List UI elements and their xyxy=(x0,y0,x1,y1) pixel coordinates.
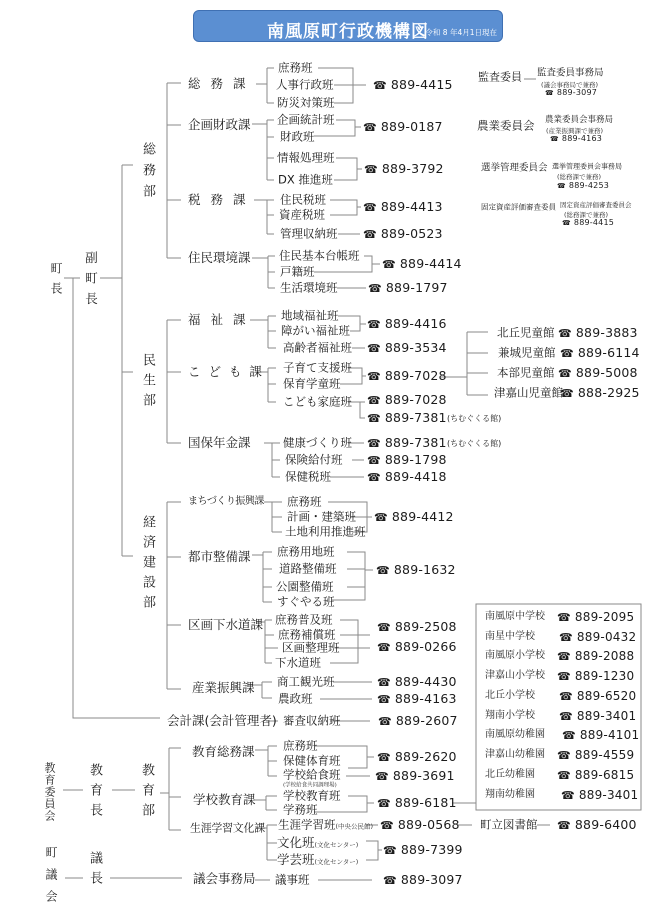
team-name: 人事行政班 xyxy=(276,77,334,92)
phone xyxy=(560,384,640,400)
phone-number: 889-4418 xyxy=(384,468,447,484)
team-name: 保健体育班 xyxy=(283,753,341,768)
team-name: 庶務補償班 xyxy=(278,627,336,642)
phone xyxy=(377,618,457,634)
phone-icon: ☎ xyxy=(550,135,559,143)
team-note: (文化センター) xyxy=(314,857,359,866)
committee-name: 固定資産評価審査委員 xyxy=(481,202,556,212)
phone-number: 889-6181 xyxy=(394,794,457,810)
team-name: 保険給付班 xyxy=(285,452,343,467)
phone-number: 889-6815 xyxy=(574,768,635,782)
division-name: 総 務 課 xyxy=(188,75,249,91)
team-name: 学校給食班 xyxy=(283,767,341,782)
team-name: 資産税班 xyxy=(279,207,325,222)
phone-icon: ☎ xyxy=(557,611,571,624)
phone-icon: ☎ xyxy=(558,366,572,380)
team-name: 庶務班 xyxy=(283,738,318,753)
phone-icon: ☎ xyxy=(559,710,573,723)
phone xyxy=(367,451,447,467)
committee-office: 農業委員会事務局 xyxy=(545,114,614,125)
phone xyxy=(557,670,634,682)
division-name: 教育総務課 xyxy=(192,743,255,759)
team-name: 地域福祉班 xyxy=(281,308,339,323)
phone xyxy=(367,339,447,355)
team-name: 健康づくり班 xyxy=(283,435,352,450)
team-name xyxy=(278,819,373,831)
phone-icon: ☎ xyxy=(559,690,573,703)
team-name: 商工観光班 xyxy=(277,674,335,689)
phone-icon: ☎ xyxy=(363,120,377,134)
phone-icon: ☎ xyxy=(367,341,381,355)
phone-number: 889-7028 xyxy=(384,367,447,383)
council-office: 議会事務局 xyxy=(193,870,256,886)
division-name: こ ど も 課 xyxy=(188,363,264,379)
town-council: 町議会 xyxy=(44,846,58,912)
team-name: 区画整理班 xyxy=(282,640,340,655)
division-name: 税 務 課 xyxy=(188,191,249,207)
phone xyxy=(364,160,444,176)
library-name: 町立図書館 xyxy=(480,817,538,832)
school-name: 南星中学校 xyxy=(485,631,535,642)
school-name: 北丘小学校 xyxy=(485,690,535,701)
team-name: こども家庭班 xyxy=(283,394,352,409)
committee-name: 農業委員会 xyxy=(477,118,535,133)
phone-number: 889-5008 xyxy=(575,364,638,380)
superintendent: 教育長 xyxy=(87,763,102,823)
phone-number: 889-4413 xyxy=(380,198,443,214)
phone xyxy=(558,324,638,340)
committee-office: 監査委員事務局 xyxy=(537,67,604,79)
committee-note: (総務課で兼務) xyxy=(557,172,602,181)
team-name: 保育学童班 xyxy=(283,376,341,391)
phone-number: 889-3401 xyxy=(576,709,637,723)
phone-number: 889-2607 xyxy=(395,712,458,728)
division-name: 国保年金課 xyxy=(188,434,251,450)
phone xyxy=(367,434,447,450)
dept-economic-construction: 経済建設部 xyxy=(140,515,155,615)
phone-icon: ☎ xyxy=(382,257,396,271)
phone xyxy=(557,611,634,623)
phone-icon: ☎ xyxy=(559,631,573,644)
phone-icon: ☎ xyxy=(363,200,377,214)
phone-number: 889-7381 xyxy=(384,409,447,425)
phone-number: 889-4416 xyxy=(384,315,447,331)
committee-note: (議会事務局で兼務) xyxy=(541,80,599,89)
team-name: 防災対策班 xyxy=(277,95,335,110)
phone-icon: ☎ xyxy=(367,393,381,407)
phone-number: 889-4412 xyxy=(391,508,454,524)
team-label: 文化班 xyxy=(277,834,315,850)
phone-number: 889-4253 xyxy=(568,181,610,190)
committee-phone xyxy=(557,182,609,190)
phone-number: 889-0266 xyxy=(394,638,457,654)
phone-number: 889-2095 xyxy=(574,610,635,624)
team-name: 住民税班 xyxy=(280,192,326,207)
team-name: 農政班 xyxy=(278,691,313,706)
phone xyxy=(368,279,448,295)
phone xyxy=(367,315,447,331)
phone xyxy=(367,468,447,484)
team-name: 庶務班 xyxy=(278,60,313,75)
phone-number: 889-1798 xyxy=(384,451,447,467)
phone-number: 889-3691 xyxy=(392,767,455,783)
team-name: 学校教育班 xyxy=(283,788,341,803)
committee-note: (総務課で兼務) xyxy=(564,210,609,219)
phone xyxy=(373,76,453,92)
phone-number: 889-3401 xyxy=(578,788,639,802)
phone-number: 889-3792 xyxy=(381,160,444,176)
phone-icon: ☎ xyxy=(367,317,381,331)
committee-office: 固定資産評価審査委員会 xyxy=(560,200,632,209)
team-name: 障がい福祉班 xyxy=(281,323,350,338)
phone xyxy=(557,769,634,781)
children-hall-name: 津嘉山児童館 xyxy=(494,385,563,400)
dept-education: 教育部 xyxy=(139,763,154,823)
phone-number: 889-4163 xyxy=(561,134,603,143)
phone-number: 889-3097 xyxy=(400,871,463,887)
phone-icon: ☎ xyxy=(557,650,571,663)
phone xyxy=(383,841,463,857)
phone xyxy=(363,225,443,241)
phone-number: 889-7028 xyxy=(384,391,447,407)
phone-number: 889-3534 xyxy=(384,339,447,355)
phone xyxy=(367,391,447,407)
team-note: (中央公民館) xyxy=(335,822,374,831)
phone-icon: ☎ xyxy=(561,789,575,802)
team-name: 戸籍班 xyxy=(280,264,315,279)
committee-phone xyxy=(550,135,602,143)
phone-number: 889-4163 xyxy=(394,690,457,706)
phone-number: 889-1797 xyxy=(385,279,448,295)
division-name: まちづくり振興課 xyxy=(188,496,264,507)
phone-icon: ☎ xyxy=(377,640,391,654)
phone xyxy=(377,673,457,689)
phone xyxy=(383,871,463,887)
school-name: 南風原中学校 xyxy=(485,611,545,622)
team-name: 土地利用推進班 xyxy=(285,524,366,539)
phone-number: 889-4415 xyxy=(573,218,615,227)
phone-number: 889-2508 xyxy=(394,618,457,634)
phone-icon: ☎ xyxy=(377,620,391,634)
phone-icon: ☎ xyxy=(560,346,574,360)
phone-icon: ☎ xyxy=(376,563,390,577)
phone-icon: ☎ xyxy=(374,510,388,524)
phone-icon: ☎ xyxy=(558,326,572,340)
team-name: 情報処理班 xyxy=(277,150,335,165)
accounting-division: 会計課(会計管理者) xyxy=(167,712,277,728)
phone-icon: ☎ xyxy=(557,670,571,683)
phone xyxy=(378,712,458,728)
phone xyxy=(363,198,443,214)
phone-icon: ☎ xyxy=(557,769,571,782)
phone-icon: ☎ xyxy=(562,219,571,227)
team-name: 子育て支援班 xyxy=(283,360,352,375)
phone-icon: ☎ xyxy=(377,675,391,689)
phone-icon: ☎ xyxy=(367,436,381,450)
team-name: 議事班 xyxy=(275,872,310,887)
team-name: 高齢者福祉班 xyxy=(283,340,352,355)
phone-number: 889-6520 xyxy=(576,689,637,703)
phone xyxy=(367,409,447,425)
phone-number: 889-4414 xyxy=(399,255,462,271)
phone-icon: ☎ xyxy=(560,386,574,400)
team-name: 道路整備班 xyxy=(279,561,337,576)
school-name: 南風原小学校 xyxy=(485,650,545,661)
as-of-date: 令和 8 年4月1日現在 xyxy=(425,28,497,37)
phone xyxy=(561,789,638,801)
team-name: 計画・建築班 xyxy=(287,509,356,524)
phone-icon: ☎ xyxy=(364,162,378,176)
phone-icon: ☎ xyxy=(367,411,381,425)
phone xyxy=(560,344,640,360)
phone xyxy=(559,710,636,722)
phone xyxy=(557,749,634,761)
school-name: 翔南幼稚園 xyxy=(485,789,535,800)
phone xyxy=(367,367,447,383)
phone-icon: ☎ xyxy=(378,714,392,728)
phone-icon: ☎ xyxy=(373,78,387,92)
team-name: 庶務班 xyxy=(287,494,322,509)
team-name: 審査収納班 xyxy=(283,713,341,728)
committee-office: 選挙管理委員会事務局 xyxy=(552,162,622,171)
phone xyxy=(376,561,456,577)
team-name xyxy=(277,851,359,867)
phone-icon: ☎ xyxy=(383,873,397,887)
dept-welfare: 民生部 xyxy=(140,353,155,413)
facility-note: (ちむぐくる館) xyxy=(447,439,502,448)
phone-number: 888-2925 xyxy=(577,384,640,400)
phone xyxy=(377,638,457,654)
team-label: 学芸班 xyxy=(277,851,315,867)
phone xyxy=(562,729,639,741)
committee-name: 選挙管理委員会 xyxy=(481,162,548,174)
committee-note: (産業振興課で兼務) xyxy=(546,126,604,135)
division-name: 生涯学習文化課 xyxy=(190,821,265,835)
team-name: 公園整備班 xyxy=(276,579,334,594)
phone-icon: ☎ xyxy=(367,470,381,484)
phone-icon: ☎ xyxy=(363,227,377,241)
phone xyxy=(558,364,638,380)
phone-number: 889-3883 xyxy=(575,324,638,340)
team-name: 管理収納班 xyxy=(280,226,338,241)
phone xyxy=(557,650,634,662)
council-chair: 議長 xyxy=(87,851,102,891)
committee-phone xyxy=(545,89,597,97)
phone-icon: ☎ xyxy=(367,369,381,383)
phone-icon: ☎ xyxy=(557,749,571,762)
phone-icon: ☎ xyxy=(377,750,391,764)
phone-icon: ☎ xyxy=(375,769,389,783)
team-name: 保健税班 xyxy=(285,469,331,484)
phone xyxy=(380,816,460,832)
school-name: 翔南小学校 xyxy=(485,710,535,721)
team-name: 庶務普及班 xyxy=(275,612,333,627)
phone xyxy=(363,118,443,134)
division-name: 住民環境課 xyxy=(188,249,251,265)
title-banner xyxy=(193,10,503,42)
dept-general-affairs: 総務部 xyxy=(140,142,155,205)
deputy-mayor: 副町長 xyxy=(83,251,99,313)
phone-icon: ☎ xyxy=(557,182,566,190)
phone-number: 889-4430 xyxy=(394,673,457,689)
phone xyxy=(382,255,462,271)
division-name: 学校教育課 xyxy=(193,791,256,807)
phone-number: 889-4415 xyxy=(390,76,453,92)
team-label: 生涯学習班 xyxy=(278,817,336,832)
phone-number: 889-7399 xyxy=(400,841,463,857)
children-hall-name: 兼城児童館 xyxy=(498,345,556,360)
phone-number: 889-4101 xyxy=(579,728,640,742)
phone-icon: ☎ xyxy=(377,796,391,810)
phone-number: 889-1632 xyxy=(393,561,456,577)
children-hall-name: 本部児童館 xyxy=(497,365,555,380)
team-name: 学務班 xyxy=(283,802,318,817)
team-name xyxy=(277,834,359,850)
phone xyxy=(377,690,457,706)
phone xyxy=(375,767,455,783)
phone xyxy=(377,794,457,810)
board-of-education: 教育委員会 xyxy=(43,762,56,822)
phone-icon: ☎ xyxy=(377,692,391,706)
school-name: 津嘉山幼稚園 xyxy=(485,749,545,760)
phone-number: 889-6400 xyxy=(574,816,637,832)
division-name: 企画財政課 xyxy=(188,116,251,132)
phone-number: 889-6114 xyxy=(577,344,640,360)
phone xyxy=(559,631,636,643)
division-name: 福 祉 課 xyxy=(188,311,249,327)
phone-number: 889-0568 xyxy=(397,816,460,832)
team-note: (学校給食共同調理場) xyxy=(283,782,337,789)
phone-icon: ☎ xyxy=(367,453,381,467)
committee-name: 監査委員 xyxy=(478,70,522,84)
division-name: 産業振興課 xyxy=(192,679,255,695)
phone-number: 889-0432 xyxy=(576,630,637,644)
team-name: 下水道班 xyxy=(275,655,321,670)
children-hall-name: 北丘児童館 xyxy=(497,325,555,340)
team-note: (文化センター) xyxy=(314,840,359,849)
phone-number: 889-3097 xyxy=(556,88,598,97)
phone xyxy=(559,690,636,702)
phone-number: 889-1230 xyxy=(574,669,635,683)
facility-note: (ちむぐくる館) xyxy=(447,414,502,423)
team-name: すぐやる班 xyxy=(277,594,335,609)
school-name: 北丘幼稚園 xyxy=(485,769,535,780)
phone-number: 889-0523 xyxy=(380,225,443,241)
team-name: 住民基本台帳班 xyxy=(279,248,360,263)
mayor: 町長 xyxy=(49,262,63,302)
phone-icon: ☎ xyxy=(562,729,576,742)
phone-number: 889-7381 xyxy=(384,434,447,450)
page-title: 南風原町行政機構図 xyxy=(267,22,429,42)
phone-icon: ☎ xyxy=(368,281,382,295)
phone-number: 889-4559 xyxy=(574,748,635,762)
team-name: 生活環境班 xyxy=(280,280,338,295)
team-name: 財政班 xyxy=(280,129,315,144)
division-name: 区画下水道課 xyxy=(188,616,264,632)
phone-number: 889-2088 xyxy=(574,649,635,663)
phone-icon: ☎ xyxy=(383,843,397,857)
phone xyxy=(374,508,454,524)
phone xyxy=(377,748,457,764)
team-name: 庶務用地班 xyxy=(277,544,335,559)
committee-phone xyxy=(562,219,614,227)
division-name: 都市整備課 xyxy=(188,548,251,564)
phone-icon: ☎ xyxy=(557,818,571,832)
school-name: 津嘉山小学校 xyxy=(485,670,545,681)
phone-number: 889-0187 xyxy=(380,118,443,134)
team-name: 企画統計班 xyxy=(277,112,335,127)
school-name: 南風原幼稚園 xyxy=(485,729,545,740)
phone xyxy=(557,816,637,832)
phone-number: 889-2620 xyxy=(394,748,457,764)
team-name: DX 推進班 xyxy=(278,172,333,187)
phone-icon: ☎ xyxy=(545,89,554,97)
phone-icon: ☎ xyxy=(380,818,394,832)
